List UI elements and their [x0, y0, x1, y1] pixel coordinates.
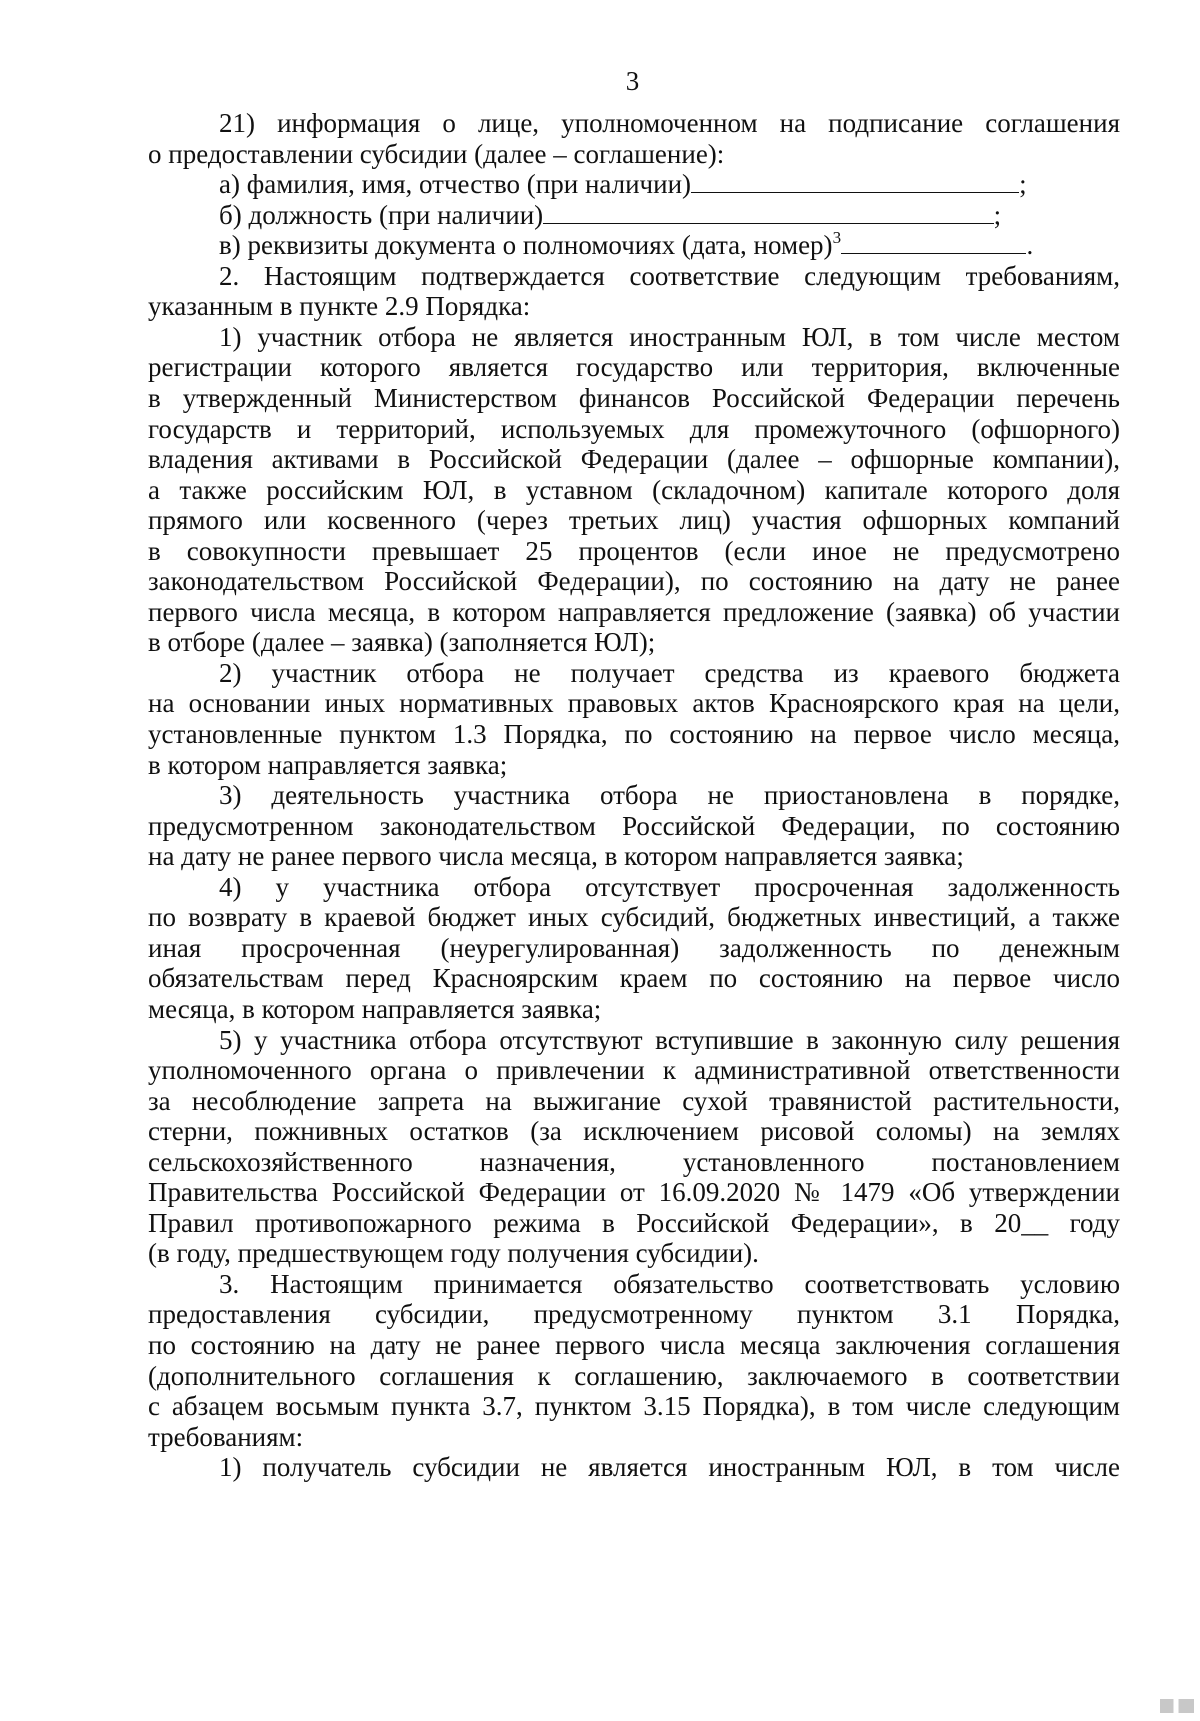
line-text: 2. Настоящим подтверждается соответствие следующим требованиям,	[219, 260, 1120, 291]
line-text: с абзацем восьмым пункта 3.7, пунктом 3.15 Порядка), в том числе следующим	[148, 1391, 1120, 1422]
text-line	[148, 749, 1120, 782]
text-line	[148, 1207, 1120, 1240]
line-text: (в году, предшествующем году получения субсидии).	[148, 1238, 759, 1269]
line-text: владения активами в Российской Федерации (далее – офшорные компании),	[148, 444, 1120, 475]
text-line	[148, 962, 1120, 995]
line-text: законодательством Российской Федерации), по состоянию на дату не ранее	[148, 566, 1120, 597]
text-line	[148, 1115, 1120, 1148]
line-text: стерни, пожнивных остатков (за исключением рисовой соломы) на землях	[148, 1116, 1120, 1147]
text-line	[148, 810, 1120, 843]
text-line	[148, 443, 1120, 476]
text-line	[148, 993, 1120, 1026]
line-text: за несоблюдение запрета на выжигание сухой травянистой растительности,	[148, 1085, 1120, 1116]
text-line	[148, 1421, 1120, 1454]
text-line	[148, 565, 1120, 598]
line-text: а) фамилия, имя, отчество (при наличии)	[219, 169, 692, 200]
text-line	[219, 657, 1120, 690]
line-text: 21) информация о лице, уполномоченном на подписание соглашения	[219, 108, 1120, 138]
line-text: 2) участник отбора не получает средства из краевого бюджета	[219, 657, 1120, 688]
line-text: указанным в пункте 2.9 Порядка:	[148, 291, 531, 322]
line-text: в утвержденный Министерством финансов Российской Федерации перечень	[148, 382, 1120, 413]
line-text: в) реквизиты документа о полномочиях (дата, номер)	[219, 230, 833, 261]
line-text: обязательствам перед Красноярским краем по состоянию на первое число	[148, 963, 1120, 994]
line-text: а также российским ЮЛ, в уставном (складочном) капитале которого доля	[148, 474, 1120, 505]
text-line	[219, 260, 1120, 293]
line-text: прямого или косвенного (через третьих лиц) участия офшорных компаний	[148, 505, 1120, 536]
text-line	[148, 1146, 1120, 1179]
text-line	[148, 1390, 1120, 1423]
line-text: требованиям:	[148, 1421, 304, 1452]
line-text: о предоставлении субсидии (далее – соглашение):	[148, 138, 725, 169]
line-text: Правил противопожарного режима в Российской Федерации», в 20__ году	[148, 1207, 1120, 1238]
line-text: государств и территорий, используемых для промежуточного (офшорного)	[148, 413, 1120, 444]
line-punctuation: ;	[1019, 169, 1027, 200]
line-text: 1) получатель субсидии не является иностранным ЮЛ, в том числе	[219, 1452, 1120, 1483]
line-text: 5) у участника отбора отсутствуют вступившие в законную силу решения	[219, 1024, 1120, 1055]
footnote-ref: 3	[832, 228, 842, 248]
text-line	[148, 535, 1120, 568]
text-line	[148, 687, 1120, 720]
text-line	[148, 626, 1120, 659]
text-line	[148, 1237, 1120, 1270]
line-text: установленные пунктом 1.3 Порядка, по состоянию на первое число месяца,	[148, 719, 1120, 749]
line-punctuation: .	[1026, 230, 1034, 261]
text-line	[148, 1329, 1120, 1362]
text-line	[148, 413, 1120, 446]
line-text: на дату не ранее первого числа месяца, в котором направляется заявка;	[148, 841, 964, 872]
line-text: 4) у участника отбора отсутствует просроченная задолженность	[219, 871, 1120, 902]
text-line	[148, 290, 1120, 323]
line-text: 3) деятельность участника отбора не приостановлена в порядке,	[219, 780, 1120, 811]
text-line	[219, 168, 1120, 201]
text-line	[148, 1054, 1120, 1087]
line-text: иная просроченная (неурегулированная) задолженность по денежным	[148, 932, 1120, 963]
text-line	[148, 840, 1120, 873]
line-text: предоставления субсидии, предусмотренному пунктом 3.1 Порядка,	[148, 1299, 1120, 1330]
text-line	[219, 229, 1120, 262]
line-text: (дополнительного соглашения к соглашению, заключаемого в соответствии	[148, 1360, 1120, 1391]
line-text: на основании иных нормативных правовых актов Красноярского края на цели,	[148, 688, 1120, 719]
text-line	[219, 199, 1120, 232]
line-text: 3. Настоящим принимается обязательство соответствовать условию	[219, 1268, 1120, 1299]
text-line	[219, 1268, 1120, 1301]
line-text: месяца, в котором направляется заявка;	[148, 993, 602, 1024]
text-line	[148, 351, 1120, 384]
text-line	[148, 901, 1120, 934]
page-number: 3	[625, 66, 640, 96]
fill-in-blank	[691, 170, 1019, 193]
line-text: сельскохозяйственного назначения, установленного постановлением	[148, 1146, 1120, 1177]
fill-in-blank	[841, 231, 1026, 254]
text-line	[148, 718, 1120, 751]
text-line	[148, 932, 1120, 965]
text-line	[219, 321, 1120, 354]
text-line	[219, 107, 1120, 140]
line-text: по возврату в краевой бюджет иных субсидий, бюджетных инвестиций, а также	[148, 902, 1120, 933]
line-text: в совокупности превышает 25 процентов (если иное не предусмотрено	[148, 535, 1120, 566]
text-line	[219, 779, 1120, 812]
text-line	[148, 1085, 1120, 1118]
text-line	[148, 1176, 1120, 1209]
text-line	[219, 871, 1120, 904]
text-line	[148, 474, 1120, 507]
line-text: предусмотренном законодательством Российской Федерации, по состоянию	[148, 810, 1120, 841]
line-punctuation: ;	[993, 199, 1002, 230]
line-text: 1) участник отбора не является иностранным ЮЛ, в том числе местом	[219, 321, 1120, 352]
line-text: по состоянию на дату не ранее первого числа месяца заключения соглашения	[148, 1330, 1120, 1360]
line-text: Правительства Российской Федерации от 16.09.2020 № 1479 «Об утверждении	[148, 1177, 1120, 1208]
text-line	[148, 382, 1120, 415]
text-line	[148, 1298, 1120, 1331]
text-line	[219, 1024, 1120, 1057]
text-line	[148, 504, 1120, 537]
line-text: б) должность (при наличии)	[219, 199, 544, 230]
text-line	[219, 1451, 1120, 1484]
line-text: уполномоченного органа о привлечении к административной ответственности	[148, 1055, 1120, 1086]
scan-edge-mark	[1160, 1699, 1194, 1713]
fill-in-blank	[543, 201, 994, 224]
line-text: регистрации которого является государство или территория, включенные	[148, 352, 1120, 383]
text-line	[148, 1360, 1120, 1393]
line-text: в отборе (далее – заявка) (заполняется ЮЛ);	[148, 627, 656, 658]
line-text: в котором направляется заявка;	[148, 749, 508, 780]
text-line	[148, 596, 1120, 629]
line-text: первого числа месяца, в котором направляется предложение (заявка) об участии	[148, 596, 1120, 627]
text-line	[148, 138, 1120, 171]
